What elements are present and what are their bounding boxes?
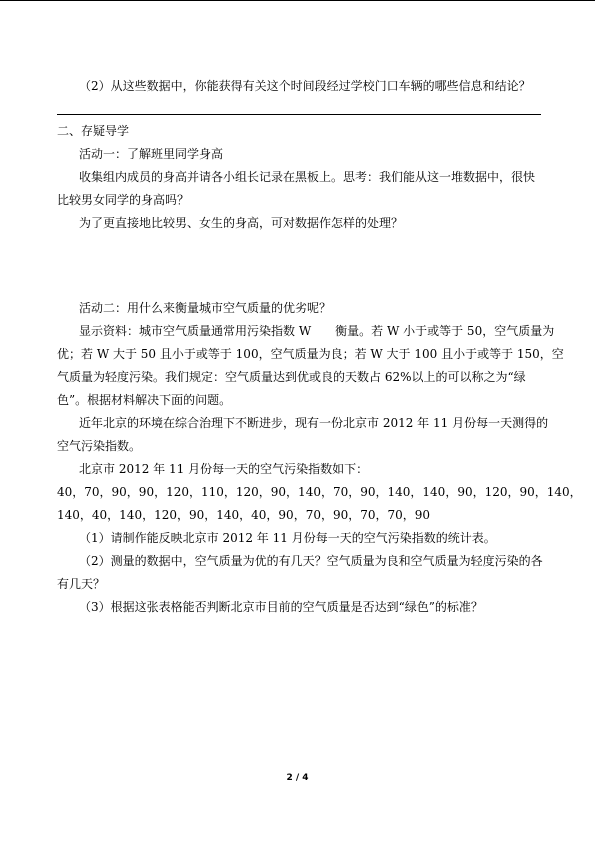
activity-2-material-cont-3: 色”。根据材料解决下面的问题。 — [57, 393, 232, 407]
page-number: 2 / 4 — [286, 773, 309, 783]
pollution-data-row-1: 40，70，90，90，120，110，120，90，140，70，90，140，140，90，120，90，140， — [57, 485, 582, 499]
page-top-border — [0, 0, 595, 1]
activity-1-text: 收集组内成员的身高并请各小组长记录在黑板上。思考：我们能从这一堆数据中，很快 — [79, 170, 536, 184]
question-2-cont: 有几天？ — [57, 577, 106, 591]
activity-2-material: 显示资料：城市空气质量通常用污染指数 W 衡量。若 W 小于或等于 50，空气质量为 — [79, 324, 555, 338]
activity-2-material-cont-2: 气质量为轻度污染。我们规定：空气质量达到优或良的天数占 62%以上的可以称之为“绿 — [57, 370, 526, 384]
question-2: （2）测量的数据中，空气质量为优的有几天？空气质量为良和空气质量为轻度污染的各 — [79, 554, 543, 568]
activity-1-text-cont: 比较男女同学的身高吗？ — [57, 193, 190, 207]
question-3: （3）根据这张表格能否判断北京市目前的空气质量是否达到“绿色”的标准？ — [79, 600, 483, 614]
pollution-data-row-2: 140，40，140，120，90，140，40，90，70，90，70，70，90 — [57, 508, 431, 522]
activity-1-title: 活动一：了解班里同学身高 — [79, 147, 224, 161]
question-2-cars: （2）从这些数据中，你能获得有关这个时间段经过学校门口车辆的哪些信息和结论？ — [79, 79, 531, 93]
question-1: （1）请制作能反映北京市 2012 年 11 月份每一天的空气污染指数的统计表。 — [79, 531, 496, 545]
activity-1-question: 为了更直接地比较男、女生的身高，可对数据作怎样的处理？ — [79, 216, 404, 230]
beijing-intro: 近年北京的环境在综合治理下不断进步，现有一份北京市 2012 年 11 月份每一天测得的 — [79, 416, 549, 430]
answer-line — [57, 114, 541, 115]
activity-2-title: 活动二：用什么来衡量城市空气质量的优劣呢？ — [79, 301, 332, 315]
beijing-intro-cont: 空气污染指数。 — [57, 439, 142, 453]
section-heading: 二、存疑导学 — [57, 124, 130, 138]
data-heading: 北京市 2012 年 11 月份每一天的空气污染指数如下： — [79, 462, 369, 476]
activity-2-material-cont-1: 优；若 W 大于 50 且小于或等于 100，空气质量为良；若 W 大于 100 且小于或等于 150，空 — [57, 347, 564, 361]
